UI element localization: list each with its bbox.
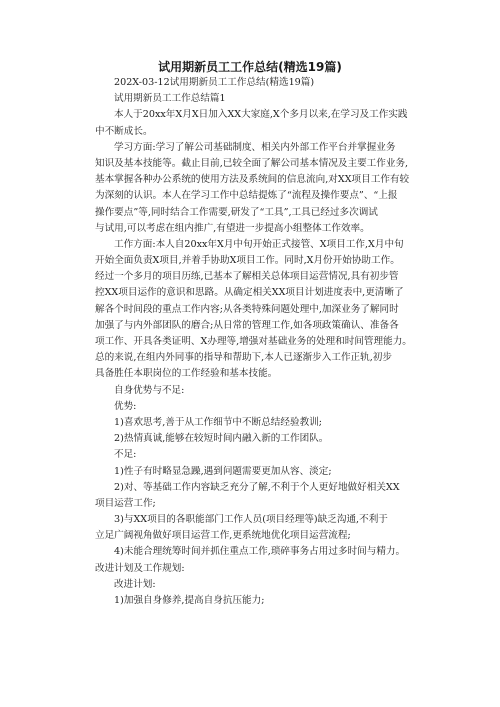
text-line: 改进计划: <box>114 578 156 590</box>
text-line: 1)喜欢思考,善于从工作细节中不断总结经验教训; <box>114 416 323 428</box>
text-line: 本人于20xx年X月X日加入XX大家庭,X个多月以来,在学习及工作实践 <box>114 109 408 121</box>
text-line: 加强了与内外部团队的磨合;从日常的管理工作,如各项政策确认、准备各 <box>95 319 399 331</box>
text-line: 改进计划及工作规划: <box>95 562 185 574</box>
text-line: 控XX项目运作的意识和思路。从确定相关XX项目计划进度表中,更清晰了 <box>95 287 404 299</box>
text-line: 解各个时间段的重点工作内容;从各类特殊问题处理中,加深业务了解同时 <box>95 303 399 315</box>
text-line: 优势: <box>114 400 137 412</box>
text-line: 202X-03-12试用期新员工工作总结(精选19篇) <box>114 77 315 88</box>
text-line: 自身优势与不足: <box>114 384 185 396</box>
text-line: 具备胜任本职岗位的工作经验和基本技能。 <box>95 368 278 380</box>
text-line: 不足: <box>114 449 137 461</box>
text-line: 与试用,可以考虑在组内推广,有望进一步提高小组整体工作效率。 <box>95 222 370 234</box>
text-line: 开始全面负责X项目,并着手协助X项目工作。同时,X月份开始协助工作。 <box>95 255 400 267</box>
text-line: 知识及基本技能等。截止目前,已较全面了解公司基本情况及主要工作业务, <box>95 157 409 169</box>
text-line: 基本掌握各种办公系统的使用方法及系统间的信息流向,对XX项目工作有较 <box>95 174 410 186</box>
text-line: 4)未能合理统筹时间并抓住重点工作,琐碎事务占用过多时间与精力。 <box>114 546 406 558</box>
text-line: 2)对、等基础工作内容缺乏充分了解,不利于个人更好地做好相关XX <box>114 481 400 493</box>
document-title: 试用期新员工工作总结(精选19篇) <box>158 60 342 74</box>
text-line: 3)与XX项目的各职能部门工作人员(项目经理等)缺乏沟通,不利于 <box>114 514 388 526</box>
text-line: 2)热情真诚,能够在较短时间内融入新的工作团队。 <box>114 433 329 445</box>
text-line: 试用期新员工工作总结篇1 <box>114 93 226 105</box>
text-line: 立足广阔视角做好项目运营工作,更系统地优化项目运营流程; <box>95 530 351 542</box>
text-line: 工作方面:本人自20xx年X月中旬开始正式接管、X项目工作,X月中旬 <box>114 238 404 250</box>
text-line: 总的来说,在组内外同事的指导和帮助下,本人已逐渐步入工作正轨,初步 <box>95 352 392 364</box>
text-line: 中不断成长。 <box>95 125 153 137</box>
text-line: 项工作、开具各类证明、X办理等,增强对基础业务的处理和时间管理能力。 <box>95 336 412 347</box>
text-line: 为深刻的认识。本人在学习工作中总结提炼了“流程及操作要点”、“上报 <box>95 190 398 202</box>
document-body <box>95 75 431 609</box>
text-line: 1)性子有时略显急躁,遇到问题需要更加从容、淡定; <box>114 465 332 477</box>
text-line: 操作要点”等,同时结合工作需要,研发了“工具”,工具已经过多次调试 <box>95 206 378 218</box>
text-line: 1)加强自身修养,提高自身抗压能力; <box>114 595 265 606</box>
text-line: 学习方面:学习了解公司基础制度、相关内外部工作平台并掌握业务 <box>114 141 396 153</box>
text-line: 经过一个多月的项目历练,已基本了解相关总体项目运营情况,具有初步管 <box>95 271 399 283</box>
text-line: 项目运营工作; <box>95 497 156 509</box>
